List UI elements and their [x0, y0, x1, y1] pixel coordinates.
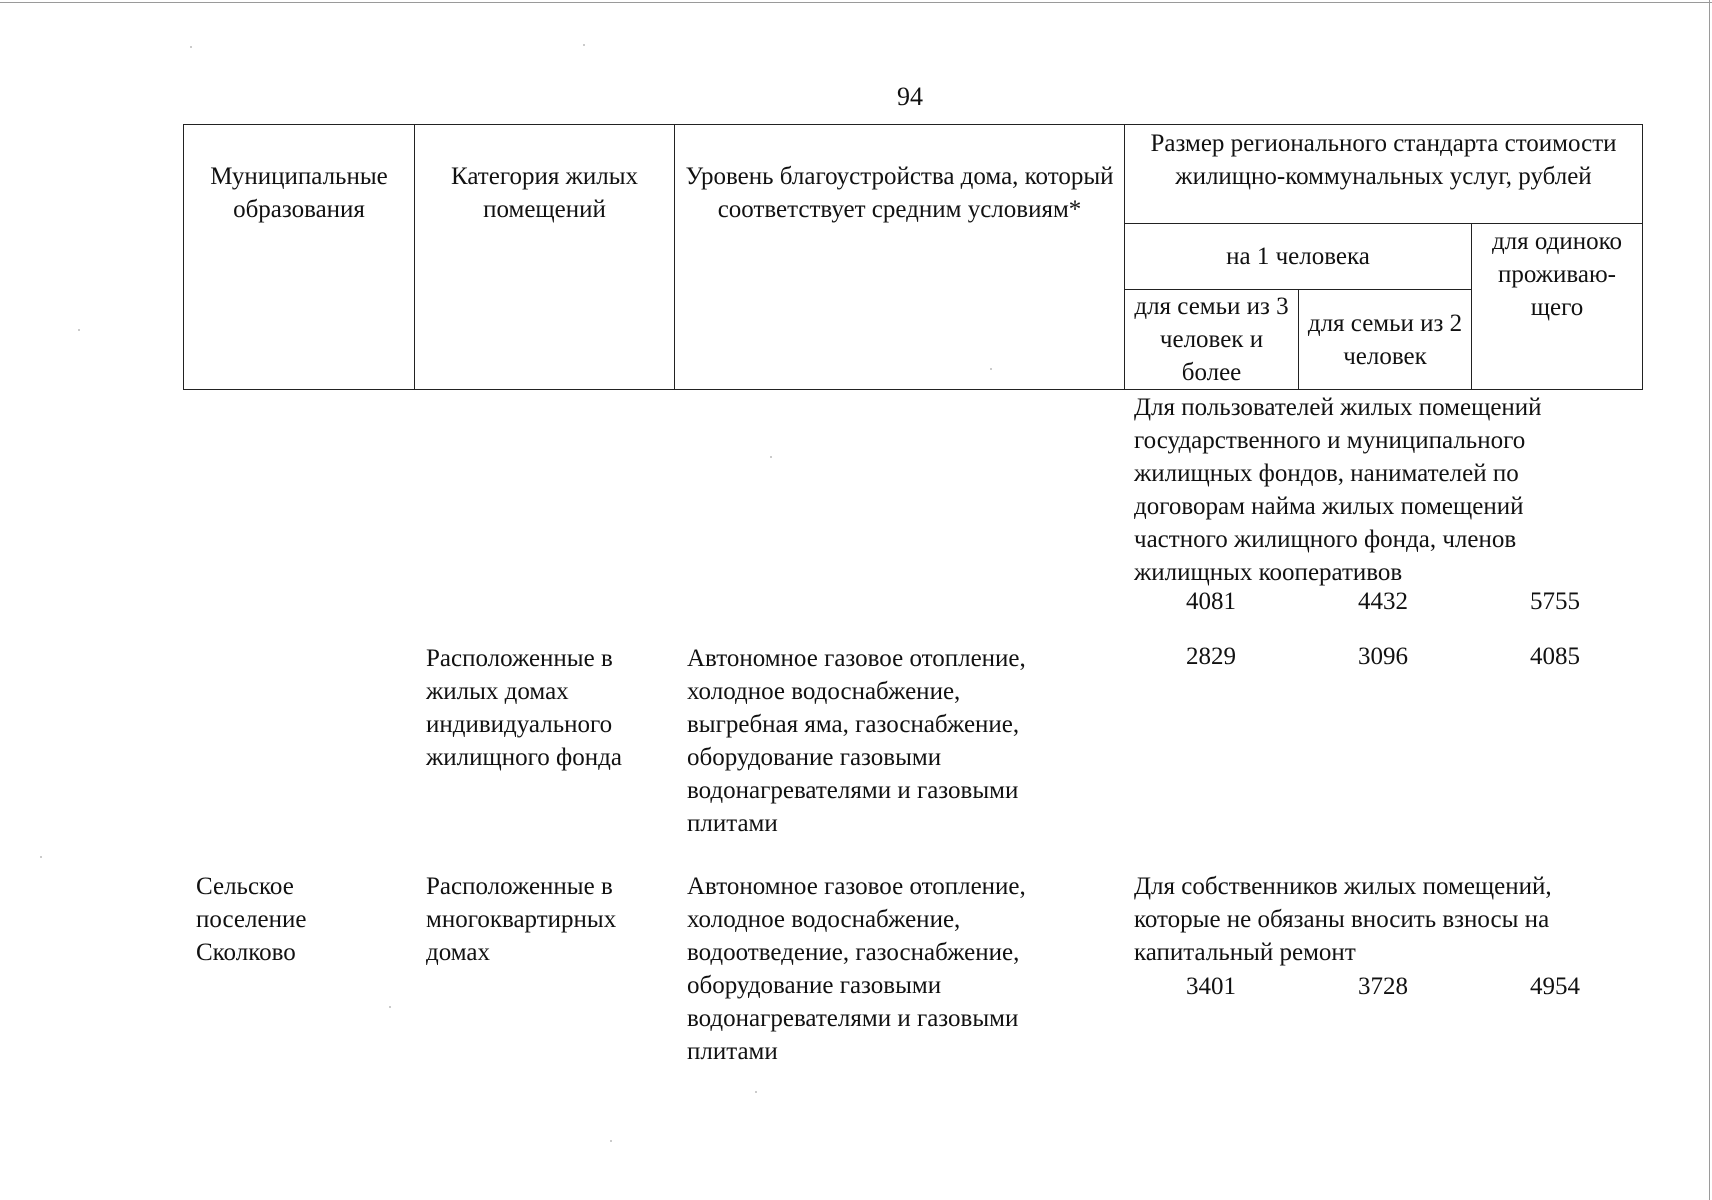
scan-speck — [990, 368, 992, 370]
scan-speck — [389, 1006, 391, 1008]
header-single: для одиноко проживаю-щего — [1472, 224, 1643, 390]
row1-value-family2: 4432 — [1358, 588, 1408, 615]
row2-value-family2: 3096 — [1358, 643, 1408, 670]
row2-value-family3: 2829 — [1186, 643, 1236, 670]
row3-value-family3: 3401 — [1186, 973, 1236, 1000]
header-level-line1: Уровень благоустройства дома, который — [685, 163, 1114, 190]
scan-speck — [78, 329, 80, 331]
header-family2: для семьи из 2 человек — [1299, 290, 1472, 390]
row3-category: Расположенные в многоквартирных домах — [426, 873, 617, 966]
header-family3: для семьи из 3 человек и более — [1125, 290, 1299, 390]
scan-speck — [40, 856, 42, 858]
page-edge-top — [0, 2, 1712, 3]
row2-level: Автономное газовое отопление, холодное водоснабжение, выгребная яма, газоснабжение, оборудование газовыми водонагревателями и газовыми плитами — [687, 645, 1026, 837]
page-number: 94 — [897, 82, 923, 111]
header-standard: Размер регионального стандарта стоимости жилищно-коммунальных услуг, рублей — [1125, 125, 1643, 224]
scan-speck — [583, 44, 585, 46]
scan-speck — [755, 1091, 757, 1093]
row2-category: Расположенные в жилых домах индивидуального жилищного фонда — [426, 645, 622, 771]
table-header — [183, 124, 1643, 390]
row1-value-family3: 4081 — [1186, 588, 1236, 615]
header-category: Категория жилых помещений — [415, 125, 675, 390]
header-municipalities: Муниципальные образования — [184, 125, 415, 390]
header-level-line2: соответствует средним условиям* — [717, 196, 1082, 223]
row3-level: Автономное газовое отопление, холодное водоснабжение, водоотведение, газоснабжение, оборудование газовыми водонагревателями и газовыми плитами — [687, 873, 1026, 1065]
row3-value-single: 4954 — [1530, 973, 1580, 1000]
row3-note: Для собственников жилых помещений, которые не обязаны вносить взносы на капитальный ремонт — [1134, 873, 1552, 966]
row3-municipality: Сельское поселение Сколково — [196, 873, 307, 966]
scan-speck — [610, 1140, 612, 1142]
page-edge-right — [1709, 0, 1710, 1200]
scan-speck — [190, 46, 192, 48]
scan-speck — [770, 456, 772, 458]
header-per-person: на 1 человека — [1125, 224, 1472, 290]
header-level — [675, 125, 1125, 390]
row1-value-single: 5755 — [1530, 588, 1580, 615]
row1-note: Для пользователей жилых помещений государственного и муниципального жилищных фондов, нанимателей по договорам найма жилых помещений частного жилищного фонда, членов жилищных кооперативов — [1134, 394, 1542, 586]
row3-value-family2: 3728 — [1358, 973, 1408, 1000]
row2-value-single: 4085 — [1530, 643, 1580, 670]
